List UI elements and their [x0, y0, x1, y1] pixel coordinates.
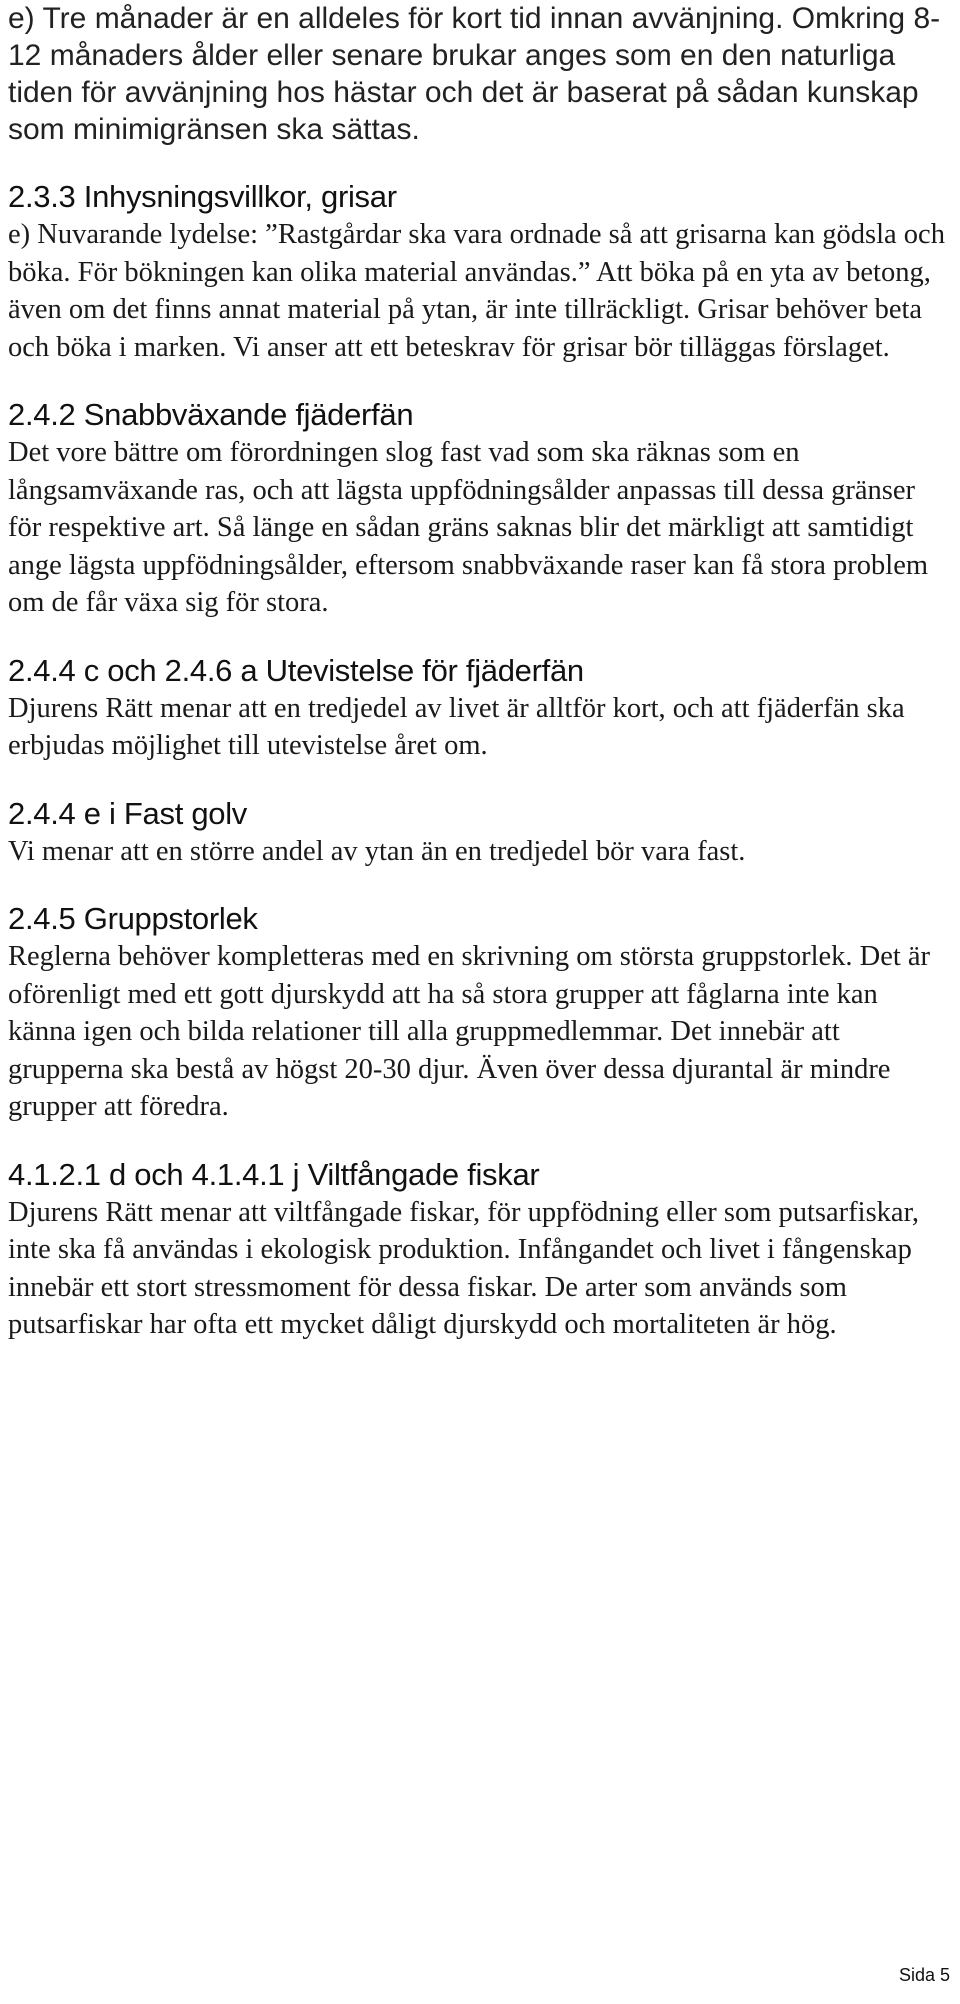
document-page: [8, 0, 948, 1344]
section-heading: 2.4.5 Gruppstorlek: [8, 901, 258, 936]
section-body: Djurens Rätt menar att viltfångade fiskar, för uppfödning eller som putsarfiskar, inte ska få användas i ekologisk produktion. Infångandet och livet i fångenskap innebär ett stort stressmoment för dessa fiskar. De arter som används som putsarfiskar har ofta ett mycket dåligt djurskydd och mortaliteten är hög.: [8, 1196, 920, 1340]
section-gruppstorlek: [8, 900, 948, 1126]
page-number: Sida 5: [898, 1965, 950, 1985]
section-body: Det vore bättre om förordningen slog fast vad som ska räknas som en långsamväxande ras, och att lägsta uppfödningsålder anpassas till dessa gränser för respektive art. Så länge en sådan gräns saknas blir det märkligt att samtidigt ange lägsta uppfödningsålder, eftersom snabbväxande raser kan få stora problem om de får växa sig för stora.: [8, 437, 929, 618]
section-body: Reglerna behöver kompletteras med en skrivning om största gruppstorlek. Det är oförenligt med ett gott djurskydd att ha så stora grupper att fåglarna inte kan känna igen och bilda relationer till alla gruppmedlemmar. Det innebär att grupperna ska bestå av högst 20-30 djur. Även över dessa djurantal är mindre grupper att föredra.: [8, 941, 931, 1122]
section-heading: 2.4.2 Snabbväxande fjäderfän: [8, 397, 414, 432]
section-inhysningsvillkor-grisar: [8, 178, 948, 366]
section-fast-golv: [8, 795, 948, 871]
section-heading: 2.4.4 c och 2.4.6 a Utevistelse för fjäderfän: [8, 652, 584, 688]
section-heading: 2.4.4 e i Fast golv: [8, 795, 247, 831]
section-heading: 4.1.2.1 d och 4.1.4.1 j Viltfångade fiskar: [8, 1156, 540, 1192]
section-viltfangade-fiskar: [8, 1156, 948, 1344]
section-heading: 2.3.3 Inhysningsvillkor, grisar: [8, 179, 397, 214]
section-body: Djurens Rätt menar att en tredjedel av livet är alltför kort, och att fjäderfän ska erbjudas möjlighet till utevistelse året om.: [8, 692, 905, 761]
section-utevistelse-fjaderfan: [8, 652, 948, 765]
section-body: Vi menar att en större andel av ytan än en tredjedel bör vara fast.: [8, 835, 746, 867]
section-body: e) Nuvarande lydelse: ”Rastgårdar ska vara ordnade så att grisarna kan gödsla och böka. För bökningen kan olika material användas.” Att böka på en yta av betong, även om det finns annat material på ytan, är inte tillräckligt. Grisar behöver beta och böka i marken. Vi anser att ett beteskrav för grisar bör tilläggas förslaget.: [8, 219, 945, 363]
section-snabbvaxande-fjaderfan: [8, 396, 948, 622]
intro-paragraph: e) Tre månader är en alldeles för kort tid innan avvänjning. Omkring 8-12 månaders ålder eller senare brukar anges som en den naturliga tiden för avvänjning hos hästar och det är baserat på sådan kunskap som minimigränsen ska sättas.: [8, 2, 941, 146]
